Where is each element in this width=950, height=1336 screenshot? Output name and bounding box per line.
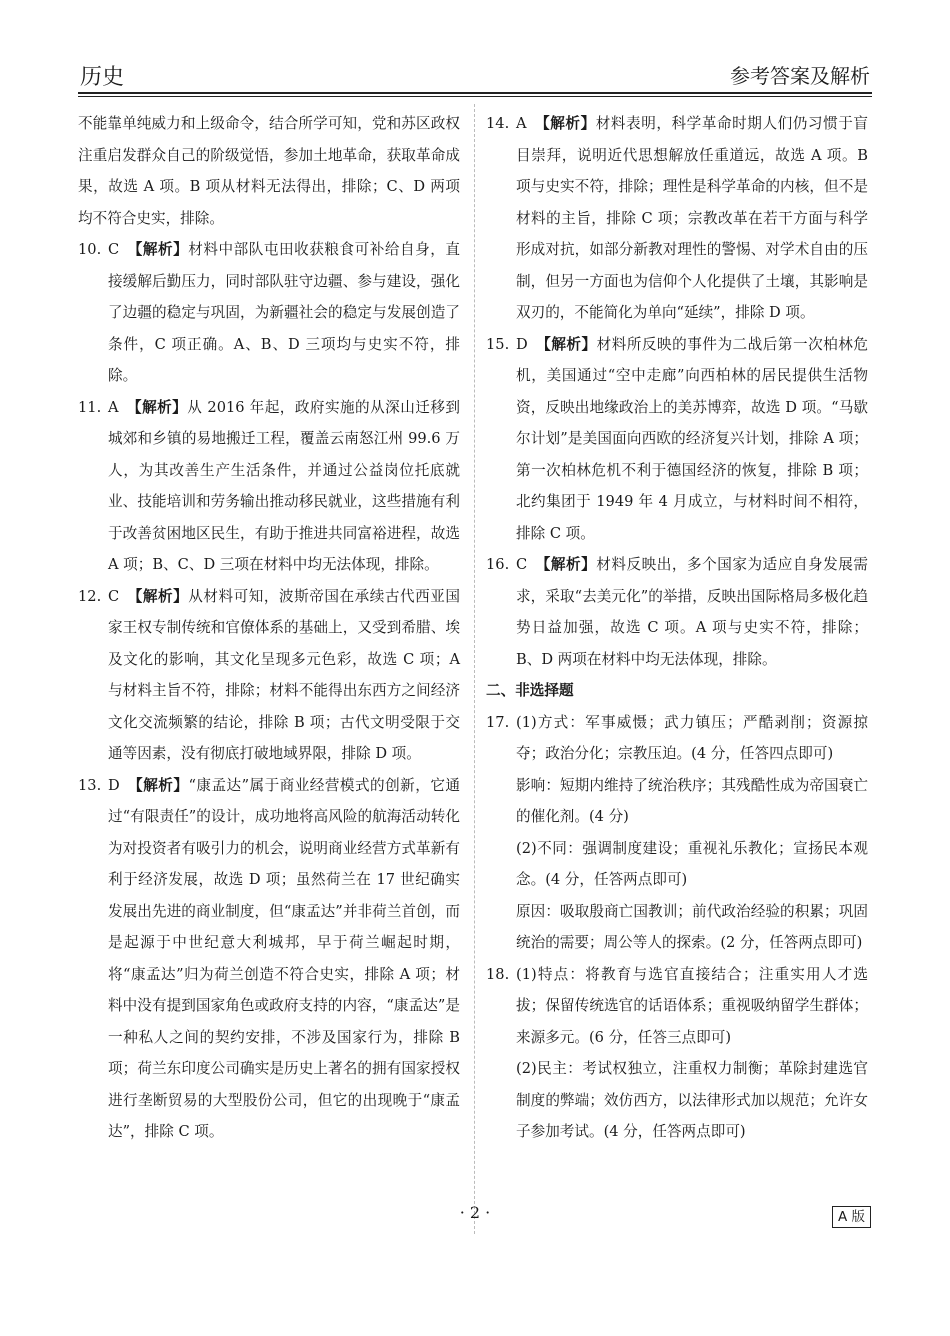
answer-letter: A (108, 398, 119, 416)
question-item-10 (78, 234, 460, 392)
answer-part: 影响：短期内维持了统治秩序；其残酷性成为帝国衰亡的催化剂。(4 分) (516, 776, 868, 825)
answer-part: 原因：吸取殷商亡国教训；前代政治经验的积累；巩固统治的需要；周公等人的探索。(2 分，任答两点即可) (516, 902, 868, 951)
left-column (78, 108, 460, 1148)
answer-letter: D (516, 335, 528, 353)
question-number: 10. (78, 241, 102, 258)
analysis-tag: 【解析】 (534, 115, 596, 132)
question-number: 12. (78, 587, 102, 605)
question-number: 17. (486, 713, 510, 731)
answer-letter: C (108, 587, 120, 605)
question-number: 16. (486, 556, 510, 573)
question-item-12 (78, 581, 460, 770)
question-body (108, 392, 460, 581)
analysis-text: 从材料可知，波斯帝国在承续古代西亚国家王权专制传统和官僚体系的基础上，又受到希腊、埃及文化的影响，其文化呈现多元色彩，故选 C 项；A 与材料主旨不符，排除；材料不能得出东西方之间经济文化交流频繁的结论，排除 B 项；古代文明受限于交通等因素，没有彻底打破地域界限，排除 D 项。 (108, 587, 460, 762)
answer-part: (2)不同：强调制度建设；重视礼乐教化；宣扬民本观念。(4 分，任答两点即可) (516, 839, 868, 888)
question-item-14 (486, 108, 868, 329)
answer-letter: C (108, 241, 120, 258)
question-body (516, 108, 868, 329)
question-item-17 (486, 707, 868, 770)
analysis-text: 从 2016 年起，政府实施的从深山迁移到城郊和乡镇的易地搬迁工程，覆盖云南怒江州 99.6 万人，为其改善生产生活条件，并通过公益岗位托底就业、技能培训和劳务输出推动移民就业，这些措施有利于改善贫困地区民生，有助于推进共同富裕进程，故选 A 项；B、C、D 三项在材料中均无法体现，排除。 (108, 398, 460, 573)
right-column (486, 108, 868, 1148)
section-title: 参考答案及解析 (730, 64, 870, 88)
analysis-text: 材料表明，科学革命时期人们仍习惯于盲目崇拜，说明近代思想解放任重道远，故选 A 项。B 项与史实不符，排除；理性是科学革命的内核，但不是材料的主旨，排除 C 项；宗教改革在若干方面与科学形成对抗，如部分新教对理性的警惕、对学术自由的压制，但另一方面也为信仰个人化提供了土壤，其影响是双刃的，不能简化为单向“延续”，排除 D 项。 (516, 115, 868, 321)
question-number: 14. (486, 115, 510, 132)
question-item-15 (486, 329, 868, 550)
header-rule-thin (78, 96, 872, 97)
answer-part: (1)特点：将教育与选官直接结合；注重实用人才选拔；保留传统选官的话语体系；重视吸纳留学生群体；来源多元。(6 分，任答三点即可) (516, 965, 868, 1046)
question-body (108, 234, 460, 392)
answer-part: (2)民主：考试权独立，注重权力制衡；革除封建选官制度的弊端；效仿西方，以法律形式加以规范；允许女子参加考试。(4 分，任答两点即可) (516, 1060, 868, 1140)
answer-letter: C (516, 556, 528, 573)
analysis-tag: 【解析】 (535, 556, 597, 573)
question-number: 13. (78, 776, 102, 794)
question-item-13 (78, 770, 460, 1148)
question-item-18 (486, 959, 868, 1054)
edition-badge: A 版 (832, 1206, 871, 1228)
analysis-text: 材料所反映的事件为二战后第一次柏林危机，美国通过“空中走廊”向西柏林的居民提供生活物资，反映出地缘政治上的美苏博弈，故选 D 项。“马歇尔计划”是美国面向西欧的经济复兴计划，排除 A 项；第一次柏林危机不利于德国经济的恢复，排除 B 项；北约集团于 1949 年 4 月成立，与材料时间不相符，排除 C 项。 (516, 335, 868, 542)
question-body (108, 770, 460, 1148)
analysis-text: “康孟达”属于商业经营模式的创新，它通过“有限责任”的设计，成功地将高风险的航海活动转化为对投资者有吸引力的机会，说明商业经营方式革新有利于经济发展，故选 D 项；虽然荷兰在 17 世纪确实发展出先进的商业制度，但“康孟达”并非荷兰首创，而是起源于中世纪意大利城邦，早于荷兰崛起时期，将“康孟达”归为荷兰创造不符合史实，排除 A 项；材料中没有提到国家角色或政府支持的内容，“康孟达”是一种私人之间的契约安排，不涉及国家行为，排除 B 项；荷兰东印度公司确实是历史上著名的拥有国家授权进行垄断贸易的大型股份公司，但它的出现晚于“康孟达”，排除 C 项。 (108, 776, 460, 1140)
column-divider (474, 104, 475, 1234)
question-body (516, 549, 868, 675)
analysis-tag: 【解析】 (127, 776, 189, 794)
subject-title: 历史 (80, 65, 125, 90)
analysis-tag: 【解析】 (127, 587, 189, 605)
question-item-11 (78, 392, 460, 581)
question-body (516, 329, 868, 550)
page-header (78, 52, 872, 94)
question-number: 11. (78, 398, 102, 416)
header-rule-thick (78, 92, 872, 94)
analysis-tag: 【解析】 (126, 398, 188, 416)
question-body (108, 581, 460, 770)
analysis-text: 材料中部队屯田收获粮食可补给自身，直接缓解后勤压力，同时部队驻守边疆、参与建设，强化了边疆的稳定与巩固，为新疆社会的稳定与发展创造了条件，C 项正确。A、B、D 三项均与史实不符，排除。 (108, 241, 460, 384)
question-number: 18. (486, 965, 510, 983)
question-item-16 (486, 549, 868, 675)
analysis-tag: 【解析】 (535, 335, 597, 353)
section-heading: 二、非选择题 (486, 682, 574, 699)
page-number: · 2 · (459, 1203, 491, 1222)
answer-letter: A (516, 115, 527, 132)
analysis-tag: 【解析】 (127, 241, 189, 258)
continuation-paragraph: 不能靠单纯威力和上级命令，结合所学可知，党和苏区政权注重启发群众自己的阶级觉悟，参加土地革命，获取革命成果，故选 A 项。B 项从材料无法得出，排除；C、D 两项均不符合史实，排除。 (78, 115, 460, 227)
answer-part: (1)方式：军事威慑；武力镇压；严酷剥削；资源掠夺；政治分化；宗教压迫。(4 分，任答四点即可) (516, 713, 868, 762)
question-number: 15. (486, 335, 510, 353)
answer-letter: D (108, 776, 120, 794)
analysis-text: 材料反映出，多个国家为适应自身发展需求，采取“去美元化”的举措，反映出国际格局多极化趋势日益加强，故选 C 项。A 项与史实不符，排除；B、D 两项在材料中均无法体现，排除。 (516, 556, 868, 668)
